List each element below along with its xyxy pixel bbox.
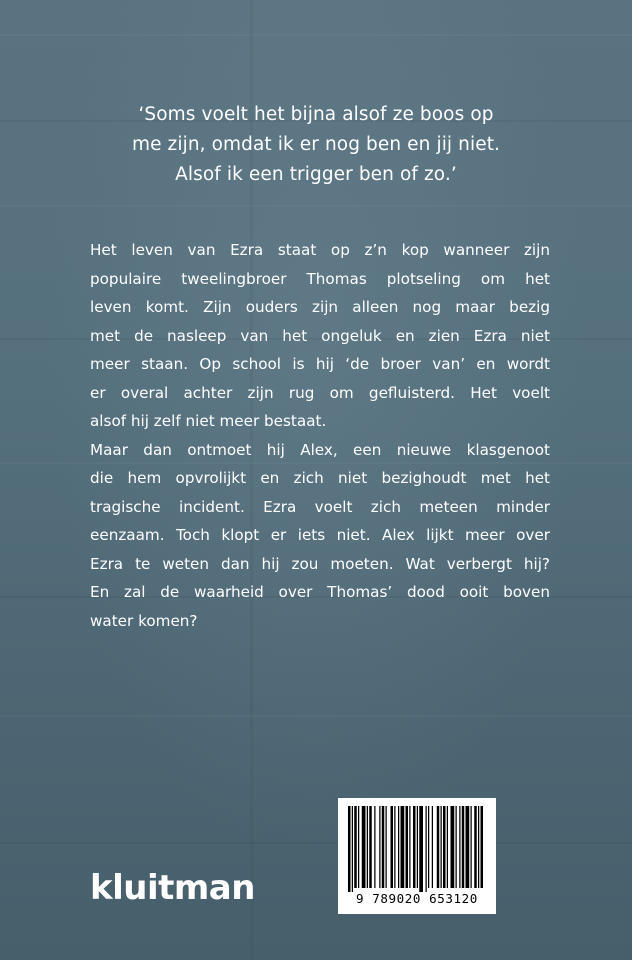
barcode-bar [466, 806, 470, 888]
synopsis-line: Het leven van Ezra staat op z’n kop wanneer zijn [90, 241, 550, 259]
barcode-bar [354, 806, 357, 888]
isbn-number: 9 789020 653120 [356, 891, 478, 906]
synopsis-line: En zal de waarheid over Thomas’ dood ooit boven [90, 583, 550, 601]
barcode-bar [417, 806, 418, 888]
barcode-bar [391, 806, 394, 888]
barcode-bar [352, 806, 353, 892]
quote-line: Alsof ik een trigger ben of zo.’ [175, 164, 457, 185]
synopsis-line: Ezra te weten dan hij zou moeten. Wat verbergt hij? [90, 554, 550, 573]
synopsis [90, 236, 550, 635]
synopsis-line: eenzaam. Toch klopt er iets niet. Alex lijkt meer over [90, 526, 550, 544]
barcode-bar [419, 806, 423, 892]
synopsis-line: water komen? [90, 611, 198, 630]
wood-grain [0, 34, 632, 36]
quote-line: ‘Soms voelt het bijna alsof ze boos op [138, 104, 494, 125]
barcode-bar [462, 806, 465, 888]
quote-line: me zijn, omdat ik er nog ben en jij niet. [131, 134, 501, 155]
barcode-bar [428, 806, 429, 888]
barcode-bar [471, 806, 472, 888]
barcode-bar [369, 806, 372, 888]
barcode-bar [367, 806, 368, 888]
synopsis-line: er overal achter zijn rug om gefluisterd. Het voelt [90, 383, 550, 402]
barcode-bar [382, 806, 385, 888]
barcode-bar [437, 806, 440, 888]
barcode-bar [474, 806, 477, 888]
barcode-bar [362, 806, 366, 888]
publisher-logo: kluitman [90, 868, 255, 908]
barcode-bar [406, 806, 409, 888]
barcode-bar [441, 806, 442, 888]
barcode-bar [398, 806, 399, 888]
barcode-bar [459, 806, 460, 888]
barcode-bar [394, 806, 395, 888]
barcode-bar [386, 806, 387, 888]
barcode-bar [443, 806, 446, 888]
barcode [338, 798, 496, 914]
barcode-bar [379, 806, 380, 888]
synopsis-line: Maar dan ontmoet hij Alex, een nieuwe klasgenoot [90, 440, 550, 459]
synopsis-line: die hem opvrolijkt en zich niet bezighoudt met het [90, 469, 550, 487]
barcode-bar [401, 806, 405, 888]
synopsis-line: leven komt. Zijn ouders zijn alleen nog maar bezig [90, 298, 550, 316]
barcode-bar [447, 806, 448, 888]
synopsis-line: meer staan. Op school is hij ‘de broer van’ en wordt [90, 355, 550, 373]
synopsis-line: tragische incident. Ezra voelt zich meteen minder [90, 497, 550, 516]
barcode-bar [456, 806, 457, 888]
barcode-bar [478, 806, 479, 888]
wood-grain [0, 205, 632, 207]
barcode-bar [348, 806, 351, 892]
synopsis-line: met de nasleep van het ongeluk en zien Ezra niet [90, 326, 550, 345]
synopsis-line: populaire tweelingbroer Thomas plotseling om het [90, 269, 550, 288]
wood-grain [0, 715, 632, 717]
barcode-bar [374, 806, 375, 888]
barcode-bar [409, 806, 410, 888]
barcode-bar [426, 806, 427, 892]
barcode-bar [432, 806, 433, 888]
barcode-bar [451, 806, 455, 888]
pull-quote [60, 100, 572, 190]
barcode-bar [481, 806, 484, 888]
barcode-bar [358, 806, 359, 888]
barcode-bar [413, 806, 416, 888]
synopsis-line: alsof hij zelf niet meer bestaat. [90, 412, 327, 430]
wood-grain [0, 842, 632, 844]
